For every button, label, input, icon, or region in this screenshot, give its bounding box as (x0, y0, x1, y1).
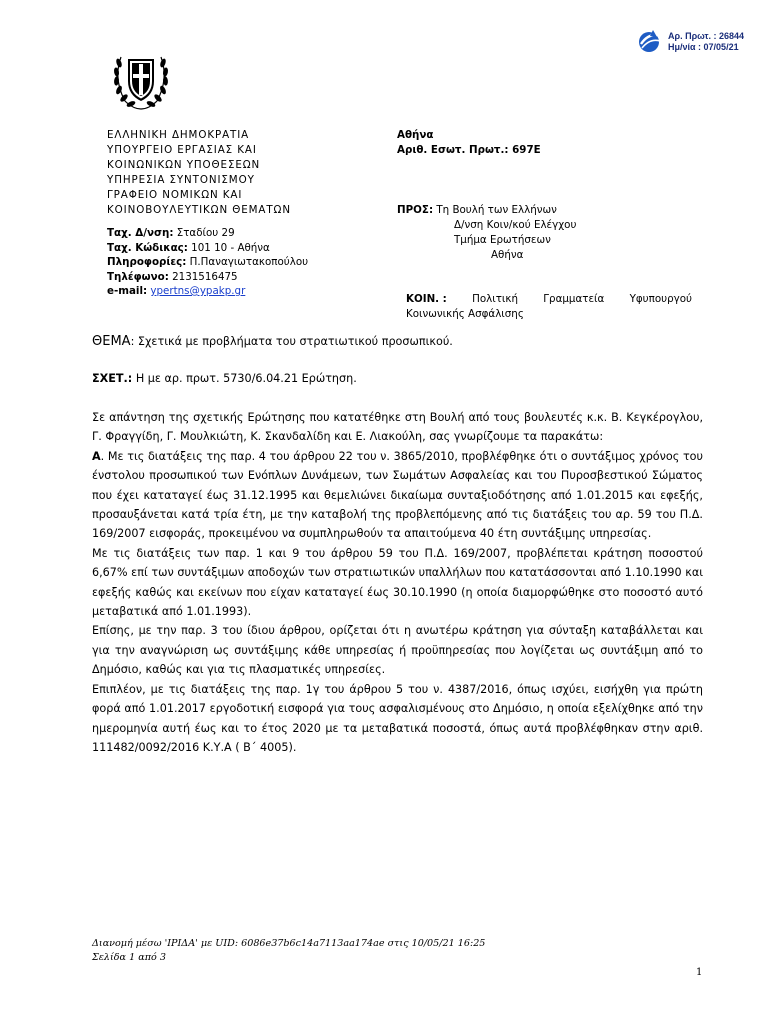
recipient-line: Τμήμα Ερωτήσεων (454, 234, 551, 246)
contact-postcode: Ταχ. Κώδικας: 101 10 - Αθήνα (107, 241, 270, 254)
body-paragraph (92, 447, 703, 544)
footer (92, 937, 485, 965)
internal-protocol: Αριθ. Εσωτ. Πρωτ.: 697Ε (397, 144, 541, 156)
contact-email: e-mail: ypertns@ypakp.gr (107, 285, 246, 297)
recipient-block (397, 203, 576, 263)
recipient-line: Αθήνα (491, 249, 524, 261)
city: Αθήνα (397, 129, 434, 141)
stamp-protocol: Αρ. Πρωτ. : 26844 (668, 31, 745, 41)
sender-line: ΥΠΟΥΡΓΕΙΟ ΕΡΓΑΣΙΑΣ ΚΑΙ (107, 144, 257, 156)
cc-label: ΚΟΙΝ. : (406, 293, 447, 305)
cc-word: Υφυπουργού (629, 293, 692, 305)
page-number: 1 (696, 967, 703, 978)
reference-label: ΣΧΕΤ.: (92, 372, 133, 385)
body-paragraph: Με τις διατάξεις των παρ. 1 και 9 του άρθρου 59 του Π.Δ. 169/2007, προβλέπεται κράτηση ποσοστού 6,67% επί των συντάξιμων αποδοχών των στρατιωτικών υπαλλήλων που κατατάσσονται από 1.10.1990 και εφεξής καθώς και εκείνων που είχαν καταταγεί έως 30.10.1990 (η οποία διαμορφώθηκε στο ποσοστό αυτό μεταβατικά από 1.01.1993). (92, 546, 703, 619)
recipient-line: Τη Βουλή των Ελλήνων (433, 204, 557, 216)
iris-logo-icon (636, 28, 664, 54)
reference-text: Η με αρ. πρωτ. 5730/6.04.21 Ερώτηση. (132, 372, 357, 385)
reference-line (92, 372, 357, 385)
place-block (397, 128, 541, 158)
sender-line: ΓΡΑΦΕΙΟ ΝΟΜΙΚΩΝ ΚΑΙ (107, 189, 243, 201)
section-a-text: . Με τις διατάξεις της παρ. 4 του άρθρου 22 του ν. 3865/2010, προβλέφθηκε ότι ο συντάξιμος χρόνος του ένστολου προσωπικού των Ενόπλων Δυνάμεων, των Σωμάτων Ασφαλείας και του Πυροσβεστικού Σώματος που έχει καταταγεί έως 31.12.1995 και θεμελιώνει δικαίωμα συνταξιοδότησης από 1.01.2015 και εφεξής, προσαυξάνεται κατά τρία έτη, με την καταβολή της προβλεπόμενης από τις διατάξεις του αρ. 59 του Π.Δ. 169/2007 εισφοράς, προκειμένου να συμπληρωθούν τα απαιτούμενα 40 έτη συντάξιμης υπηρεσίας. (92, 449, 703, 541)
subject-label: ΘΕΜΑ (92, 334, 131, 349)
stamp-date: Ημ/νία : 07/05/21 (668, 42, 739, 52)
contact-details (107, 226, 308, 299)
sender-line: ΕΛΛΗΝΙΚΗ ΔΗΜΟΚΡΑΤΙΑ (107, 129, 250, 141)
section-a-label: Α (92, 449, 101, 463)
contact-information: Πληροφορίες: Π.Παναγιωτακοπούλου (107, 256, 309, 268)
body-paragraph: Επίσης, με την παρ. 3 του ίδιου άρθρου, ορίζεται ότι η ανωτέρω κράτηση για σύνταξη καταβάλλεται και για την αναγνώριση ως συντάξιμης κάθε υπηρεσίας ή προϋπηρεσίας που λογίζεται ως συντάξιμη από το Δημόσιο, καθώς και για τις πλασματικές υπηρεσίες. (92, 624, 703, 677)
recipient-label: ΠΡΟΣ: (397, 204, 434, 216)
sender-line: ΚΟΙΝΟΒΟΥΛΕΥΤΙΚΩΝ ΘΕΜΑΤΩΝ (107, 204, 291, 216)
letter-body (92, 408, 703, 757)
sender-line: ΚΟΙΝΩΝΙΚΩΝ ΥΠΟΘΕΣΕΩΝ (107, 159, 261, 171)
cc-block (406, 292, 692, 322)
email-link[interactable]: ypertns@ypakp.gr (150, 285, 246, 297)
protocol-stamp (636, 28, 744, 54)
subject-line (92, 334, 453, 349)
greek-coat-of-arms-icon (111, 43, 171, 113)
subject-text: : Σχετικά με προβλήματα του στρατιωτικού προσωπικού. (130, 335, 453, 348)
sender-block (107, 128, 308, 299)
body-paragraph: Επιπλέον, με τις διατάξεις της παρ. 1γ του άρθρου 5 του ν. 4387/2016, όπως ισχύει, εισήχθη για πρώτη φορά από 1.01.2017 εργοδοτική εισφορά για τους ασφαλισμένους στο Δημόσιο, η οποία εξελίχθηκε από την ημερομηνία αυτή έως και το έτος 2020 με τα μεταβατικά ποσοστά, όπως αυτά προβλέφθηκαν στην αριθ. 111482/0092/2016 Κ.Υ.Α ( Β΄ 4005). (92, 682, 703, 754)
cc-word: Πολιτική (472, 293, 518, 305)
contact-address: Ταχ. Δ/νση: Σταδίου 29 (107, 227, 235, 239)
distribution-note: Διανομή μέσω 'ΙΡΙΔΑ' με UID: 6086e37b6c14a7113aa174ae στις 10/05/21 16:25 (92, 938, 486, 949)
cc-line: Κοινωνικής Ασφάλισης (406, 308, 524, 320)
page-indicator: Σελίδα 1 από 3 (92, 952, 166, 963)
sender-line: ΥΠΗΡΕΣΙΑ ΣΥΝΤΟΝΙΣΜΟΥ (107, 174, 255, 186)
body-paragraph: Σε απάντηση της σχετικής Ερώτησης που κατατέθηκε στη Βουλή από τους βουλευτές κ.κ. Β. Κεγκέρογλου, Γ. Φραγγίδη, Γ. Μουλκιώτη, Κ. Σκανδαλίδη και Ε. Λιακούλη, σας γνωρίζουμε τα παρακάτω: (92, 411, 703, 444)
cc-word: Γραμματεία (543, 293, 605, 305)
recipient-line: Δ/νση Κοιν/κού Ελέγχου (454, 219, 577, 231)
contact-phone: Τηλέφωνο: 2131516475 (107, 270, 238, 283)
